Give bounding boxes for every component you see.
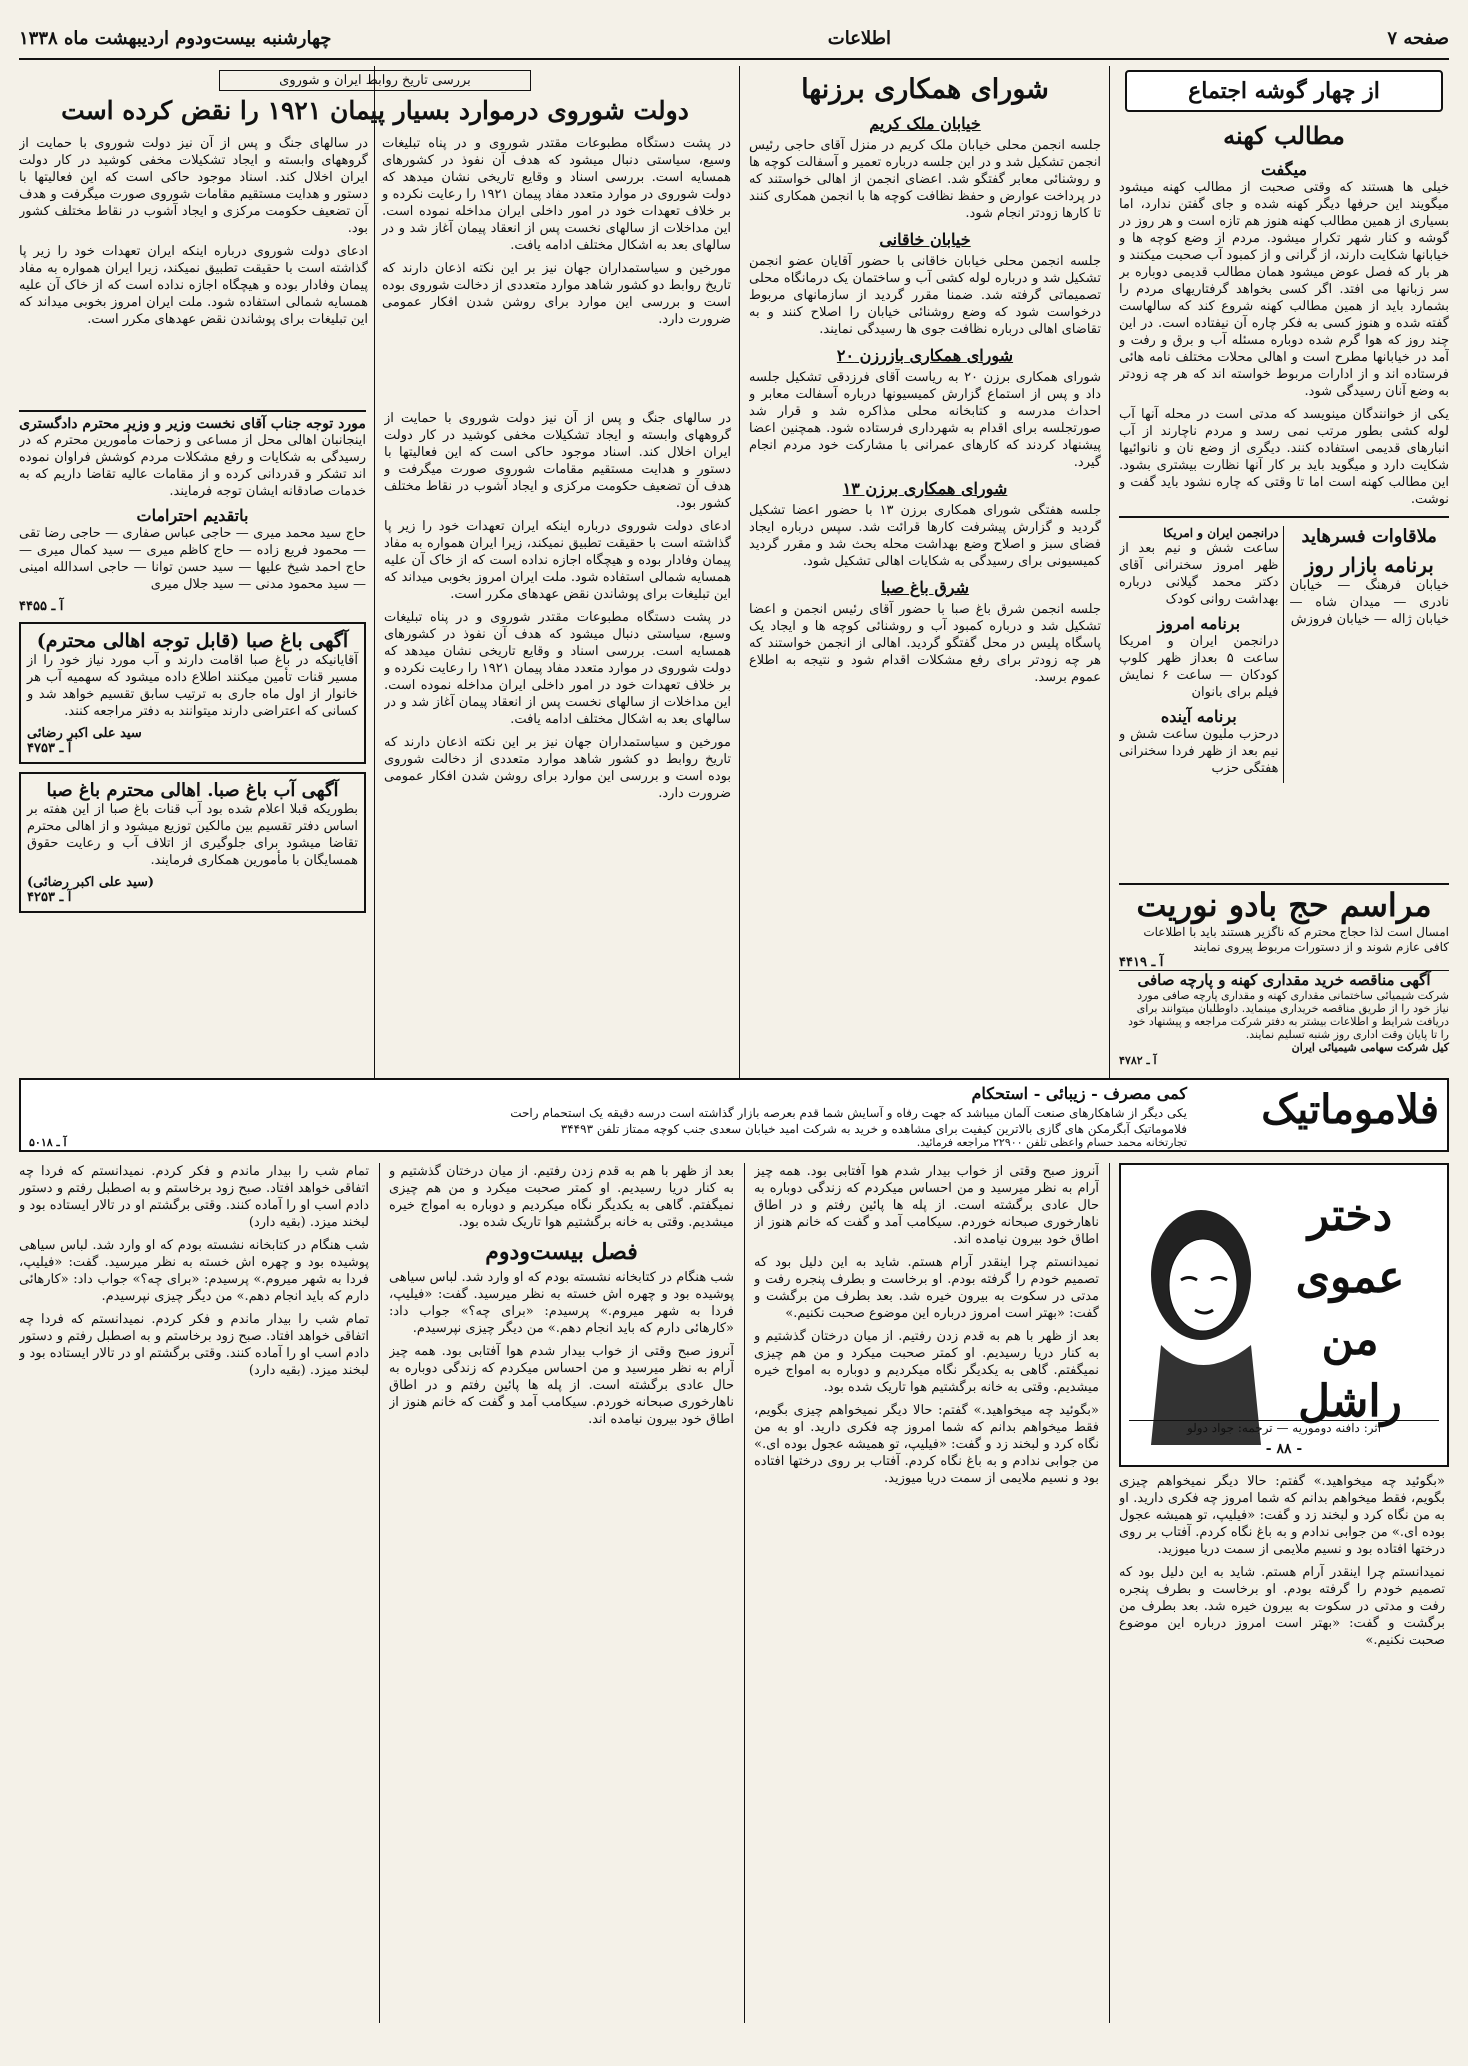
novel-chapter: فصل بیست‌ودوم <box>485 1239 638 1265</box>
program-next-title: برنامه آینده <box>1160 707 1237 726</box>
novel-title-art <box>1119 1163 1449 1467</box>
column-rule <box>1109 1163 1110 2023</box>
notice-code: آ ـ ۴۷۵۳ <box>27 741 72 756</box>
program-today-title: برنامه امروز <box>1157 614 1241 633</box>
article-headline: مطالب کهنه <box>1223 121 1345 150</box>
novel-text: «بگوئید چه میخواهید.» گفتم: حالا دیگر نمیخواهم چیزی بگویم، فقط میخواهم بدانم که شما امروز چه فکری دارید. او به من نگاه کرد و لبخند زد و گفت: «فیلیپ، تو همیشه عجول بوده ای.» من جوابی ندادم و به باغ نگاه کردم. آفتاب بر روی درختها افتاده بود و نسیم ملایمی از سمت دریا میوزید. <box>1119 1474 1445 1557</box>
council-column <box>749 70 1101 1070</box>
bagh2-sign: (سید علی اکبر رضائی) <box>27 875 155 890</box>
novel-text: شب هنگام در کتابخانه نشسته بودم که او وارد شد. لباس سیاهی پوشیده بود و چهره اش خسته به نظر میرسید. گفت: «فیلیپ، فردا به شهر میروم.» پرسیدم: «برای چه؟» جواب داد: «کارهائی دارم که باید انجام دهم.» من دیگر چیزی نپرسیدم. <box>19 1238 369 1304</box>
novel-text: نمیدانستم چرا اینقدر آرام هستم. شاید به این دلیل بود که تصمیم خودم را گرفته بودم. او برخاست و بطرف پنجره رفت و مدتی در سکوت به بیرون خیره شد. بعد بطرف من برگشت و گفت: «بهتر است امروز درباره این موضوع صحبت نکنیم.» <box>1119 1565 1445 1648</box>
novel-title: دختر عموی من راشل <box>1295 1190 1405 1427</box>
bazaar-body: خیابان فرهنگ — خیابان نادری — میدان شاه — خیابان ژاله — خیابان فروزش <box>1289 578 1449 627</box>
article-body: یکی از خوانندگان مینویسد که مدتی است در محله آنها آب لوله کشی بطور مرتب نمی رسد و مردم ناچارند از آب انبارهای قدیمی استفاده کنند. دیگری از وضع نان و نانوائیها شکایت دارد و میگوید باید بر کار آنها نظارت بیشتری بشود. این مطالب کهنه است اما تا وقتی که چاره نشود باید گفت و نوشت. <box>1119 407 1449 507</box>
soviet-text: در پشت دستگاه مطبوعات مقتدر شوروی و در پناه تبلیغات وسیع، سیاستی دنبال میشود که هدف آن نفوذ در کشورهای همسایه است. بررسی اسناد و وقایع تاریخی نشان میدهد که دولت شوروی در موارد متعدد مفاد پیمان ۱۹۲۱ را رعایت نکرده و بر خلاف تعهدات خود در امور داخلی ایران مداخله نموده است. این مداخلات از سالهای نخست پس از انعقاد پیمان آغاز شد و در سالهای بعد به اشکال مختلف ادامه یافت. <box>384 610 731 727</box>
program-today-body: درانجمن ایران و امریکا ساعت ۵ بعداز ظهر کلوپ کودکان — ساعت ۶ نمایش فیلم برای بانوان <box>1119 634 1279 700</box>
soviet-text: در سالهای جنگ و پس از آن نیز دولت شوروی با حمایت از گروههای وابسته و ایجاد تشکیلات مخفی کوشید در کار دولت ایران اخلال کند. اسناد موجود حاکی است که این فعالیتها با دستور و هدایت مستقیم مقامات شوروی صورت میگرفت و هدف آن تضعیف حکومت مرکزی و ایجاد آشوب در نقاط مختلف کشور بود. <box>384 411 731 511</box>
council-headline: شورای همکاری برزنها <box>801 74 1049 105</box>
novel-author: اثر: دافنه دوموریه — ترجمه: جواد دولو <box>1129 1420 1439 1435</box>
novel-column-3 <box>389 1163 734 2023</box>
ad-dealer: فلاموماتیک آبگرمکن های گازی بالاترین کیفیت برای مشاهده و خرید به شرکت امید خیابان سعدی جنب کوچه ممتاز تلفن ۳۴۴۹۳ <box>560 1122 1187 1136</box>
notices-column <box>19 410 366 1070</box>
column-rule <box>1109 66 1110 1116</box>
ad-body: یکی دیگر از شاهکارهای صنعت آلمان میباشد که جهت رفاه و آسایش شما قدم بعرصه بازار گذاشته است درسه دقیقه یک استحمام راحت <box>510 1106 1187 1120</box>
programs-box <box>1119 526 1449 783</box>
article-body: خیلی ها هستند که وقتی صحبت از مطالب کهنه میشود میگویند این حرفها دیگر کهنه شده و جای گفتن ندارد، اما بسیاری از همین مطالب کهنه هنوز هم تازه است و هر روز در گوشه و کنار شهر تکرار میشود. مردم از وضع کوچه ها و خیابانها شکایت دارند، از گرانی و از کمبود آب صحبت میکنند و هر بار که فصل عوض میشود همان مطالب قدیمی دوباره بر سر زبانها می افتد. اگر کسی بخواهد گرفتاریهای مردم را بشمارد باید از همین مطالب کهنه شروع کند که سالهاست گفته شده و هنوز کسی به فکر چاره آن نیفتاده است. در این چند روز که هوا گرم شده دوباره مسئله آب و برق و رفت و آمد در خیابانها مطرح است و اهالی محلات مختلف نامه هائی فرستاده اند و از ادارات مربوط خواسته اند که هر چه زودتر به وضع آنان رسیدگی شود. <box>1119 180 1449 399</box>
masthead <box>19 18 1449 60</box>
bagh2-title: آگهی آب باغ صبا. اهالی محترم باغ صبا <box>46 780 339 801</box>
bagh1-sign: سید علی اکبر رضائی <box>27 726 142 741</box>
thanks-body: اینجانبان اهالی محل از مساعی و زحمات مأمورین محترم که در رسیدگی به شکایات و رفع مشکلات مردم کوشش فراوان نموده اند تشکر و قدردانی کرده و از مقامات عالیه تقاضا داریم که به خدمات صادقانه ایشان توجه فرمایند. <box>19 433 366 499</box>
newspaper-page <box>19 18 1449 2028</box>
novel-text: آنروز صبح وقتی از خواب بیدار شدم هوا آفتابی بود. همه چیز آرام به نظر میرسید و من احساس میکردم که زندگی دوباره به حال عادی برگشته است. از پله ها پائین رفتم و در اطاق ناهارخوری صبحانه خوردم. سیکامب آمد و گفت که خانم هنوز از اطاق خود بیرون نیامده اند. <box>389 1344 734 1427</box>
council-subhead: خیابان ملک کریم <box>869 114 981 133</box>
soviet-kicker: بررسی تاریخ روابط ایران و شوروی <box>219 70 531 91</box>
hajj-title: مراسم حج بادو نوریت <box>1136 886 1432 924</box>
council-subhead: شرق باغ صبا <box>881 578 969 597</box>
novel-text: تمام شب را بیدار ماندم و فکر کردم. نمیدانستم که فردا چه اتفاقی خواهد افتاد. صبح زود برخاستم و به اصطبل رفتم و دستور دادم اسب او را آماده کنند. وقتی برگشتم او در تالار ایستاده بود و لبخند میزد. (بقیه دارد) <box>19 1164 369 1230</box>
novel-text: شب هنگام در کتابخانه نشسته بودم که او وارد شد. لباس سیاهی پوشیده بود و چهره اش خسته به نظر میرسید. گفت: «فیلیپ، فردا به شهر میروم.» پرسیدم: «برای چه؟» جواب داد: «کارهائی دارم که باید انجام دهم.» من دیگر چیزی نپرسیدم. <box>389 1270 734 1336</box>
soviet-article <box>19 70 731 400</box>
column-rule <box>744 1163 745 2023</box>
soviet-text: مورخین و سیاستمداران جهان نیز بر این نکته اذعان دارند که تاریخ روابط دو کشور شاهد موارد متعددی از دخالت شوروی بوده است و بررسی این موارد برای روشن شدن افکار عمومی ضرورت دارد. <box>384 735 731 801</box>
thanks-title: مورد توجه جناب آقای نخست وزیر و وزیر محترم دادگستری <box>19 410 366 432</box>
soviet-continued <box>384 410 731 1070</box>
novel-text: تمام شب را بیدار ماندم و فکر کردم. نمیدانستم که فردا چه اتفاقی خواهد افتاد. صبح زود برخاستم و به اصطبل رفتم و دستور دادم اسب او را آماده کنند. وقتی برگشتم او در تالار ایستاده بود و لبخند میزد. (بقیه دارد) <box>19 1312 369 1378</box>
tender-body: شرکت شیمیائی ساختمانی مقداری کهنه و مقداری پارچه صافی مورد نیاز خود را از طریق مناقصه خریداری مینماید. داوطلبان میتوانند برای دریافت شرایط و اطلاعات بیشتر به دفتر شرکت مراجعه و پیشنهاد خود را تا پایان وقت اداری روز شنبه تسلیم نمایند. <box>1128 989 1449 1041</box>
novel-text: نمیدانستم چرا اینقدر آرام هستم. شاید به این دلیل بود که تصمیم خودم را گرفته بودم. او برخاست و بطرف پنجره رفت و مدتی در سکوت به بیرون خیره شد. بعد بطرف من برگشت و گفت: «بهتر است امروز درباره این موضوع صحبت نکنیم.» <box>754 1255 1099 1321</box>
novel-text: بعد از ظهر با هم به قدم زدن رفتیم. از میان درختان گذشتیم و به کنار دریا رسیدیم. او کمتر صحبت میکرد و من هم چیزی نمیگفتم. گاهی به یکدیگر نگاه میکردیم و دوباره به امواج خیره میشدیم. وقتی به خانه برگشتیم هوا تاریک شده بود. <box>389 1164 734 1230</box>
ad-strip <box>19 1078 1449 1152</box>
section-box-title: از چهار گوشه اجتماع <box>1125 70 1443 112</box>
council-subhead: شورای همکاری بازرزن ۲۰ <box>836 346 1014 365</box>
column-rule <box>739 66 740 1116</box>
issue-date: چهارشنبه بیست‌ودوم اردیبهشت ماه ۱۳۳۸ <box>19 27 332 49</box>
bagh1-title: آگهی باغ صبا (قابل توجه اهالی محترم) <box>36 630 349 652</box>
bagh1-body: آقایانیکه در باغ صبا اقامت دارند و آب مورد نیاز خود را از مسیر قنات تأمین میکنند اطلاع داده میشود که سهمیه آب هر خانوار از اول ماه جاری به ترتیب سابق تقسیم خواهد شد و کسانی که اعتراضی دارند میتوانند به دفتر مراجعه کنند. <box>27 653 358 719</box>
article-subtitle: میگفت <box>1260 160 1308 179</box>
soviet-text: در سالهای جنگ و پس از آن نیز دولت شوروی با حمایت از گروههای وابسته و ایجاد تشکیلات مخفی کوشید در کار دولت ایران اخلال کند. اسناد موجود حاکی است که این فعالیتها با دستور و هدایت مستقیم مقامات شوروی صورت میگرفت و هدف آن تضعیف حکومت مرکزی و ایجاد آشوب در نقاط مختلف کشور بود. <box>19 136 368 236</box>
soviet-text: در پشت دستگاه مطبوعات مقتدر شوروی و در پناه تبلیغات وسیع، سیاستی دنبال میشود که هدف آن نفوذ در کشورهای همسایه است. بررسی اسناد و وقایع تاریخی نشان میدهد که دولت شوروی در موارد متعدد مفاد پیمان ۱۹۲۱ را رعایت نکرده و بر خلاف تعهدات خود در امور داخلی ایران مداخله نموده است. این مداخلات از سالهای نخست پس از انعقاد پیمان آغاز شد و در سالهای بعد به اشکال مختلف ادامه یافت. <box>382 136 731 253</box>
respect-names: حاج سید محمد میری — حاجی عباس صفاری — حاجی رضا تقی — محمود فریع زاده — حاج کاظم میری — سید کمال میری — حاج احمد شیخ علیها — سید حسن توانا — حاجی اسدالله امینی — سید محمود مدنی — سید جلال میری <box>19 526 366 592</box>
novel-part: - ۸۸ - <box>1265 1441 1303 1457</box>
novel-column-4 <box>19 1163 369 2023</box>
tender-sign: کیل شرکت سهامی شیمیائی ایران <box>1291 1041 1449 1054</box>
council-subhead: خیابان خاقانی <box>879 230 971 249</box>
tender-code: آ ـ ۴۷۸۲ <box>1119 1054 1157 1067</box>
novel-text: بعد از ظهر با هم به قدم زدن رفتیم. از میان درختان گذشتیم و به کنار دریا رسیدیم. او کمتر صحبت میکرد و من هم چیزی نمیگفتم. گاهی به یکدیگر نگاه میکردیم و دوباره به امواج خیره میشدیم. وقتی به خانه برگشتیم هوا تاریک شده بود. <box>754 1329 1099 1395</box>
hajj-code: آ ـ ۴۴۱۹ <box>1119 955 1164 970</box>
ad-brand: فلاموماتیک <box>1261 1086 1439 1133</box>
paper-name: اطلاعات <box>827 27 892 49</box>
hajj-tender-box <box>1119 883 1449 1075</box>
soviet-headline: دولت شوروی درموارد بسیار پیمان ۱۹۲۱ را نقض کرده است <box>61 96 689 125</box>
soviet-text: مورخین و سیاستمداران جهان نیز بر این نکته اذعان دارند که تاریخ روابط دو کشور شاهد موارد متعددی از دخالت شوروی بوده است و بررسی این موارد برای روشن شدن افکار عمومی ضرورت دارد. <box>382 261 731 327</box>
program-body: ساعت شش و نیم بعد از ظهر امروز سخنرانی آقای دکتر محمد گیلانی درباره بهداشت روانی کودک <box>1119 541 1279 607</box>
soviet-text: ادعای دولت شوروی درباره اینکه ایران تعهدات خود را زیر پا گذاشته است با حقیقت تطبیق نمیکند، زیرا ایران همواره به مفاد پیمان وفادار بوده و هیچگاه اجازه نداده است که از خاک آن علیه همسایه شمالی استفاده شود. ملت ایران امروز بخوبی میداند که این تبلیغات برای پوشاندن نقض عهدهای مکرر است. <box>384 519 731 602</box>
novel-text: «بگوئید چه میخواهید.» گفتم: حالا دیگر نمیخواهم چیزی بگویم، فقط میخواهم بدانم که شما امروز چه فکری دارید. او به من نگاه کرد و لبخند زد و گفت: «فیلیپ، تو همیشه عجول بوده ای.» من جوابی ندادم و به باغ نگاه کردم. آفتاب بر روی درختها افتاده بود و نسیم ملایمی از سمت دریا میوزید. <box>754 1403 1099 1486</box>
respect-title: باتقدیم احترامات <box>136 506 249 525</box>
ad-tagline: کمی مصرف - زیبائی - استحکام <box>971 1084 1187 1103</box>
bagh2-body: بطوریکه قبلا اعلام شده بود آب قنات باغ صبا از این هفته بر اساس دفتر تقسیم بین مالکین توزیع میشود و از اهالی محترم تقاضا میشود برای جلوگیری از اتلاف آب و رعایت حقوق همسایگان با مأمورین همکاری فرمایند. <box>27 802 358 868</box>
council-text: جلسه انجمن محلی خیابان خاقانی با حضور آقایان عضو انجمن تشکیل شد و درباره لوله کشی آب و ساختمان یک درمانگاه محلی تصمیماتی گرفته شد. ضمنا مقرر گردید از سازمانهای مربوط درخواست شود که وضع روشنائی خیابان را اصلاح کنند و به تقاضای اهالی درباره نظافت جوی ها رسیدگی نمایند. <box>749 254 1101 337</box>
ad-dealer-2: تجارتخانه محمد حسام واعظی تلفن ۲۲۹۰۰ مراجعه فرمائید. <box>916 1136 1187 1149</box>
novel-text: آنروز صبح وقتی از خواب بیدار شدم هوا آفتابی بود. همه چیز آرام به نظر میرسید و من احساس میکردم که زندگی دوباره به حال عادی برگشته است. از پله ها پائین رفتم و در اطاق ناهارخوری صبحانه خوردم. سیکامب آمد و گفت که خانم هنوز از اطاق خود بیرون نیامده اند. <box>754 1164 1099 1247</box>
novel-column-2 <box>754 1163 1099 2023</box>
soviet-text: ادعای دولت شوروی درباره اینکه ایران تعهدات خود را زیر پا گذاشته است با حقیقت تطبیق نمیکند، زیرا ایران همواره به مفاد پیمان وفادار بوده و هیچگاه اجازه نداده است که از خاک آن علیه همسایه شمالی استفاده شود. ملت ایران امروز بخوبی میداند که این تبلیغات برای پوشاندن نقض عهدهای مکرر است. <box>19 244 368 327</box>
column-rule <box>379 1163 380 2023</box>
council-text: جلسه انجمن شرق باغ صبا با حضور آقای رئیس انجمن و اعضا تشکیل شد و درباره کمبود آب و روشنائی کوچه ها و ایجاد یک پاسگاه پلیس در محل گفتگو گردید. اهالی از انجمن خواستند که هر چه زودتر برای رفع مشکلات اقدام شود و نتیجه به اطلاع عموم برسد. <box>749 602 1101 685</box>
notice-code: آ ـ ۴۲۵۳ <box>27 890 72 905</box>
council-text: جلسه هفتگی شورای همکاری برزن ۱۳ با حضور اعضا تشکیل گردید و گزارش پیشرفت کارها قرائت شد. سپس درباره ایجاد فضای سبز و اصلاح وضع بهداشت محله بحث شد و مقرر گردید کمیسیونی برای رسیدگی به شکایات اهالی تشکیل شود. <box>749 503 1101 569</box>
program-next-body: درحزب ملیون ساعت شش و نیم بعد از ظهر فردا سخنرانی هفتگی حزب <box>1119 727 1279 776</box>
council-subhead: شورای همکاری برزن ۱۳ <box>842 479 1008 498</box>
program-note: درانجمن ایران و امریکا <box>1163 526 1279 540</box>
woman-portrait-illustration <box>1131 1185 1261 1445</box>
page-number: صفحه ۷ <box>1387 27 1449 49</box>
tender-title: آگهی مناقصه خرید مقداری کهنه و پارچه صافی <box>1119 970 1449 989</box>
hajj-body: امسال است لذا حجاج محترم که ناگزیر هستند باید با اطلاعات کافی عازم شوند و از دستورات مربوط پیروی نمایند <box>1143 925 1449 954</box>
novel-column-1 <box>1119 1473 1445 2023</box>
ad-code: آ ـ ۵۰۱۸ <box>29 1136 67 1149</box>
council-text: شورای همکاری برزن ۲۰ به ریاست آقای فرزدقی تشکیل جلسه داد و پس از استماع گزارش کمیسیونها درباره آسفالت معابر و احداث مدرسه و کتابخانه محلی مذاکره شد و قرار شد صورتجلسه برای اقدام به شهرداری فرستاده شود. همچنین اعضا پیشنهاد کردند که کارهای عمرانی با مشارکت خود مردم انجام گیرد. <box>749 370 1101 470</box>
notice-code: آ ـ ۴۴۵۵ <box>19 599 64 614</box>
council-text: جلسه انجمن محلی خیابان ملک کریم در منزل آقای حاجی رئیس انجمن تشکیل شد و در این جلسه درباره تعمیر و آسفالت کوچه ها و روشنائی معابر گفتگو شد. اعضای انجمن از اهالی خواستند که در پرداخت عوارض و حفظ نظافت کوچه ها با انجمن همکاری کنند تا کارها زودتر انجام شود. <box>749 138 1101 221</box>
bazaar-title: برنامه بازار روز <box>1304 553 1434 577</box>
programs-header: ملاقاوات فسرهاید <box>1301 526 1437 547</box>
